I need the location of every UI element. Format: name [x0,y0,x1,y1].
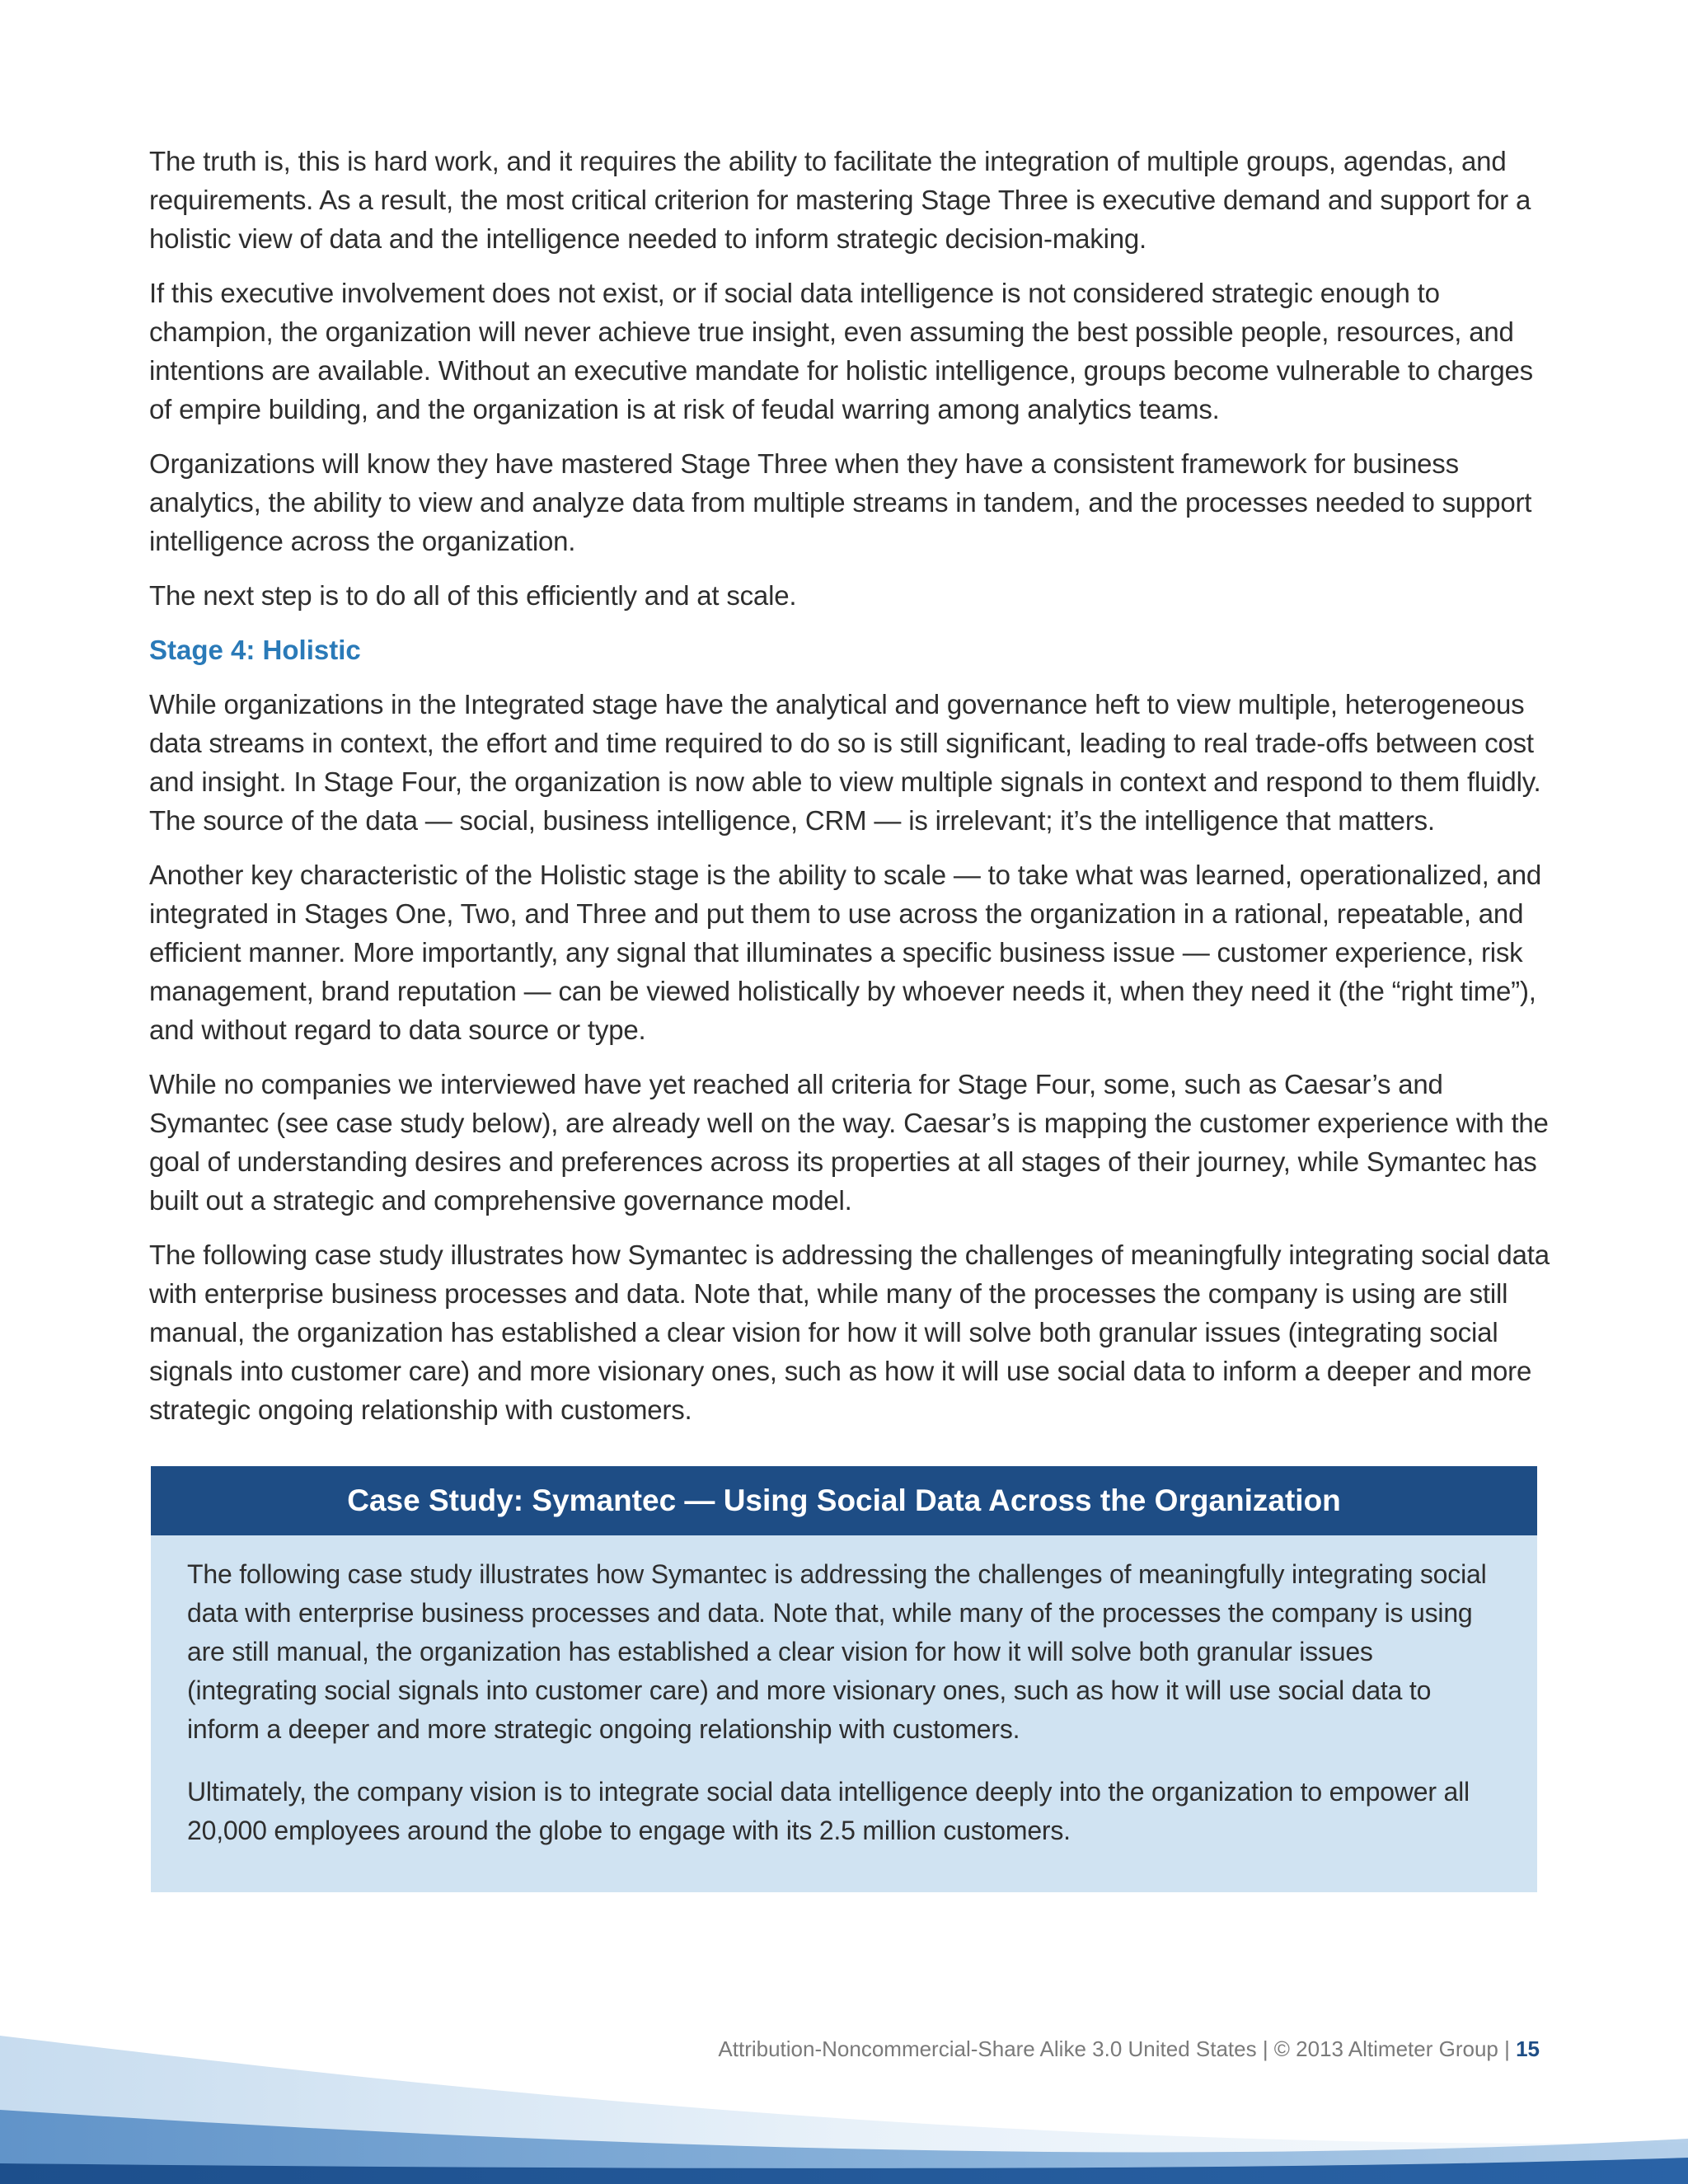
body-paragraph: If this executive involvement does not exist, or if social data intelligence is not considered strategic enough to champion, the organization will never achieve true insight, even assuming the best possible people, resources, and intentions are available. Without an executive mandate for holistic intelligence, groups become vulnerable to charges of empire building, and the organization is at risk of feudal warring among analytics teams. [149,278,1533,424]
case-study-body [151,1535,1537,1850]
license-text: Attribution-Noncommercial-Share Alike 3.0 United States | © 2013 Altimeter Group | [718,2036,1517,2061]
case-study-title: Case Study: Symantec — Using Social Data Across the Organization [151,1466,1537,1535]
page-number: 15 [1516,2036,1540,2061]
body-paragraph: Organizations will know they have mastered Stage Three when they have a consistent framework for business analytics, the ability to view and analyze data from multiple streams in tandem, and the processes needed to support intelligence across the organization. [149,448,1532,556]
case-study-box [151,1466,1537,1892]
case-study-paragraph: Ultimately, the company vision is to integrate social data intelligence deeply into the organization to empower all 20,000 employees around the globe to engage with its 2.5 million customers. [187,1777,1470,1845]
footer-wave-decoration [0,1986,1688,2184]
page-content [149,142,1550,1445]
body-paragraph: The following case study illustrates how Symantec is addressing the challenges of meaningfully integrating social data with enterprise business processes and data. Note that, while many of the processes the company is using are still manual, the organization has established a clear vision for how it will solve both granular issues (integrating social signals into customer care) and more visionary ones, such as how it will use social data to inform a deeper and more strategic ongoing relationship with customers. [149,1240,1550,1425]
body-paragraph: Another key characteristic of the Holistic stage is the ability to scale — to take what was learned, operationalized, and integrated in Stages One, Two, and Three and put them to use across the organization in a rational, repeatable, and efficient manner. More importantly, any signal that illuminates a specific business issue — customer experience, risk management, brand reputation — can be viewed holistically by whoever needs it, when they need it (the “right time”), and without regard to data source or type. [149,860,1542,1045]
body-paragraph: The next step is to do all of this efficiently and at scale. [149,580,797,611]
body-paragraph: While no companies we interviewed have yet reached all criteria for Stage Four, some, such as Caesar’s and Symantec (see case study below), are already well on the way. Caesar’s is mapping the customer experience with the goal of understanding desires and preferences across its properties at all stages of their journey, while Symantec has built out a strategic and comprehensive governance model. [149,1069,1549,1216]
case-study-paragraph: The following case study illustrates how Symantec is addressing the challenges of meaningfully integrating social data with enterprise business processes and data. Note that, while many of the processes the company is using are still manual, the organization has established a clear vision for how it will solve both granular issues (integrating social signals into customer care) and more visionary ones, such as how it will use social data to inform a deeper and more strategic ongoing relationship with customers. [187,1559,1487,1744]
section-heading: Stage 4: Holistic [149,635,361,665]
body-paragraph: The truth is, this is hard work, and it requires the ability to facilitate the integration of multiple groups, agendas, and requirements. As a result, the most critical criterion for mastering Stage Three is executive demand and support for a holistic view of data and the intelligence needed to inform strategic decision-making. [149,146,1531,254]
body-paragraph: While organizations in the Integrated stage have the analytical and governance heft to view multiple, heterogeneous data streams in context, the effort and time required to do so is still significant, leading to real trade-offs between cost and insight. In Stage Four, the organization is now able to view multiple signals in context and respond to them fluidly. The source of the data — social, business intelligence, CRM — is irrelevant; it’s the intelligence that matters. [149,689,1541,836]
